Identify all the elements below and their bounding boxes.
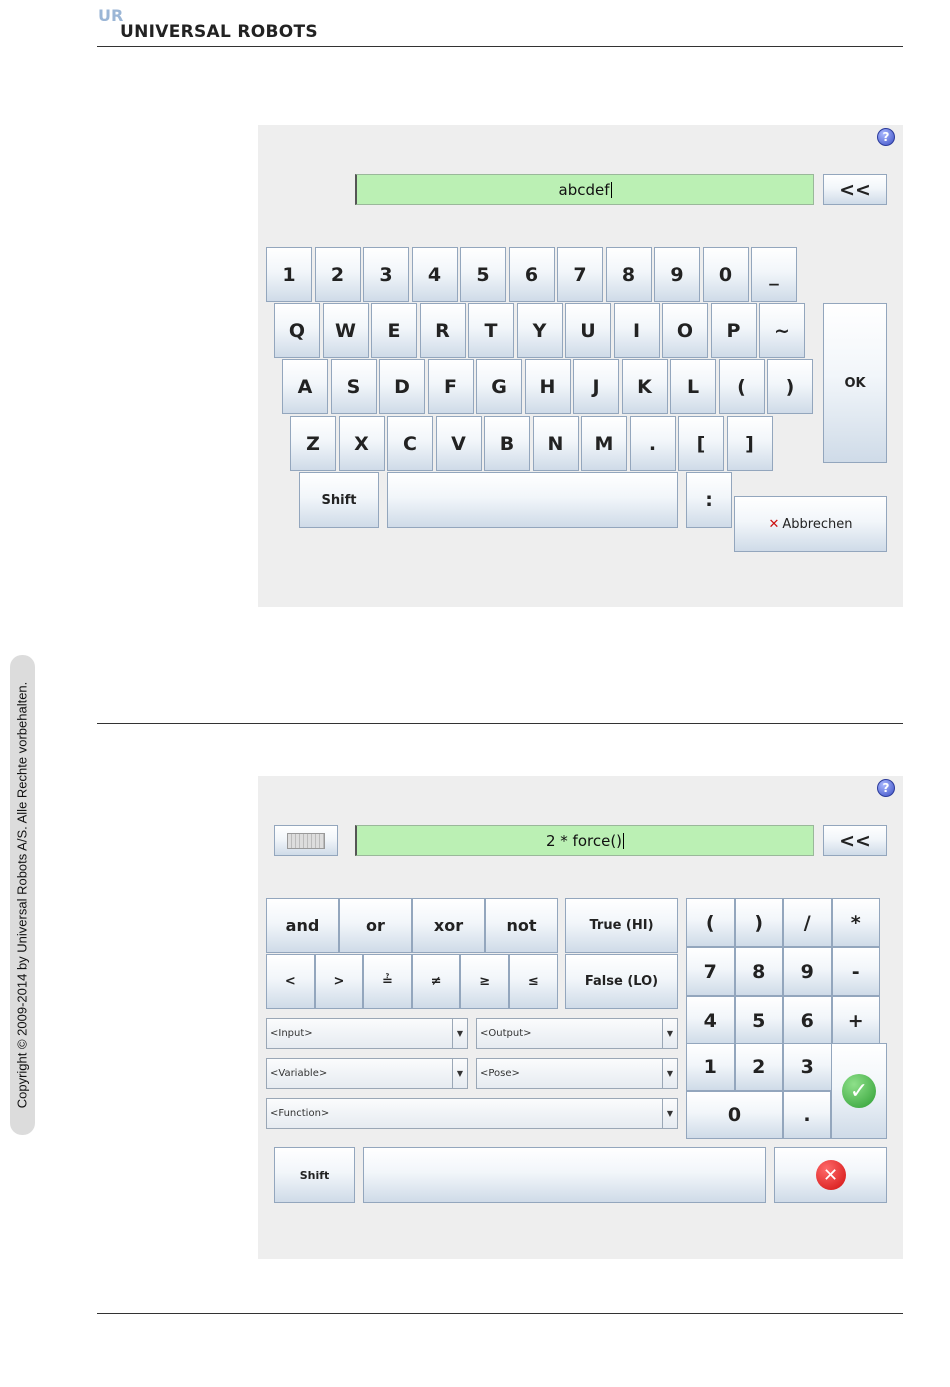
key-period[interactable]: . [630, 416, 676, 471]
space-bar[interactable] [363, 1147, 766, 1203]
numpad-period[interactable]: . [783, 1091, 831, 1139]
key-8[interactable]: 8 [606, 247, 652, 302]
chevron-down-icon: ▼ [662, 1019, 677, 1048]
cancel-label: Abbrechen [782, 516, 853, 532]
shift-button[interactable]: Shift [274, 1147, 355, 1203]
key-open-bracket[interactable]: [ [678, 416, 724, 471]
checkmark-icon: ✓ [842, 1074, 876, 1108]
copyright-tab [10, 655, 35, 1135]
key-4[interactable]: 4 [412, 247, 458, 302]
backspace-button[interactable]: << [823, 825, 887, 856]
dropdown-value: <Pose> [480, 1068, 520, 1079]
key-7[interactable]: 7 [557, 247, 603, 302]
footer-divider [97, 1313, 903, 1314]
keyboard-toggle-button[interactable] [274, 825, 338, 856]
numpad-3[interactable]: 3 [783, 1043, 832, 1091]
key-3[interactable]: 3 [363, 247, 409, 302]
space-bar[interactable] [387, 472, 678, 528]
numpad-7[interactable]: 7 [686, 947, 735, 996]
key-b[interactable]: B [484, 416, 530, 471]
op-and-button[interactable]: and [266, 898, 339, 953]
key-t[interactable]: T [468, 303, 514, 358]
key-x[interactable]: X [339, 416, 385, 471]
variable-dropdown[interactable] [266, 1058, 468, 1089]
op-less-than-button[interactable]: < [266, 954, 315, 1009]
help-question-icon[interactable]: ? [877, 779, 895, 797]
key-z[interactable]: Z [290, 416, 336, 471]
op-greater-than-button[interactable]: > [315, 954, 364, 1009]
input-value: 2 * force() [545, 831, 623, 850]
key-y[interactable]: Y [517, 303, 563, 358]
output-dropdown[interactable] [476, 1018, 678, 1049]
expression-editor-panel [258, 776, 903, 1259]
key-d[interactable]: D [379, 359, 425, 414]
key-h[interactable]: H [525, 359, 571, 414]
ok-button[interactable] [831, 1043, 887, 1139]
key-q[interactable]: Q [274, 303, 320, 358]
backspace-button[interactable]: << [823, 174, 887, 205]
key-underscore[interactable]: _ [751, 247, 797, 302]
key-r[interactable]: R [420, 303, 466, 358]
key-n[interactable]: N [533, 416, 579, 471]
op-not-button[interactable]: not [485, 898, 558, 953]
dropdown-value: <Function> [270, 1108, 330, 1119]
key-p[interactable]: P [711, 303, 757, 358]
key-l[interactable]: L [670, 359, 716, 414]
section-divider [97, 723, 903, 724]
numpad-asterisk[interactable]: * [832, 898, 881, 947]
pose-dropdown[interactable] [476, 1058, 678, 1089]
key-9[interactable]: 9 [654, 247, 700, 302]
key-j[interactable]: J [573, 359, 619, 414]
numpad-plus[interactable]: + [832, 996, 881, 1045]
header-divider [97, 46, 903, 47]
numpad-open-paren[interactable]: ( [686, 898, 735, 947]
numpad-9[interactable]: 9 [783, 947, 832, 996]
key-v[interactable]: V [436, 416, 482, 471]
numpad-8[interactable]: 8 [735, 947, 784, 996]
copyright-text: Copyright © 2009-2014 by Universal Robots A/S. Alle Rechte vorbehalten. [14, 681, 30, 1109]
numpad-5[interactable]: 5 [735, 996, 784, 1045]
key-open-paren[interactable]: ( [719, 359, 765, 414]
chevron-down-icon: ▼ [662, 1059, 677, 1088]
shift-button[interactable]: Shift [299, 472, 379, 528]
keyboard-icon [287, 833, 325, 849]
cancel-x-icon: ✕ [816, 1160, 846, 1190]
expression-input-field[interactable] [355, 825, 814, 856]
chevron-down-icon: ▼ [662, 1099, 677, 1128]
key-u[interactable]: U [565, 303, 611, 358]
op-or-button[interactable]: or [339, 898, 412, 953]
key-s[interactable]: S [331, 359, 377, 414]
key-f[interactable]: F [428, 359, 474, 414]
dropdown-value: <Input> [270, 1028, 313, 1039]
op-not-equal-button[interactable]: ≠ [412, 954, 461, 1009]
key-6[interactable]: 6 [509, 247, 555, 302]
dropdown-value: <Variable> [270, 1068, 328, 1079]
numpad-1[interactable]: 1 [686, 1043, 735, 1091]
key-2[interactable]: 2 [315, 247, 361, 302]
key-5[interactable]: 5 [460, 247, 506, 302]
ur-logo-icon: UR [98, 6, 124, 25]
key-w[interactable]: W [323, 303, 369, 358]
key-m[interactable]: M [581, 416, 627, 471]
op-xor-button[interactable]: xor [412, 898, 485, 953]
key-close-paren[interactable]: ) [767, 359, 813, 414]
chevron-down-icon: ▼ [452, 1019, 467, 1048]
function-dropdown[interactable] [266, 1098, 678, 1129]
cancel-x-icon: ✕ [768, 516, 780, 532]
key-k[interactable]: K [622, 359, 668, 414]
key-colon[interactable]: : [686, 472, 732, 528]
numpad-slash[interactable]: / [783, 898, 832, 947]
dropdown-value: <Output> [480, 1028, 532, 1039]
ok-button[interactable]: OK [823, 303, 887, 463]
key-c[interactable]: C [387, 416, 433, 471]
key-1[interactable]: 1 [266, 247, 312, 302]
true-hi-button[interactable]: True (HI) [565, 898, 678, 953]
key-0[interactable]: 0 [703, 247, 749, 302]
key-o[interactable]: O [662, 303, 708, 358]
chevron-down-icon: ▼ [452, 1059, 467, 1088]
text-input-field[interactable] [355, 174, 814, 205]
numpad-close-paren[interactable]: ) [735, 898, 784, 947]
key-g[interactable]: G [476, 359, 522, 414]
input-value: abcdef [558, 180, 610, 199]
key-i[interactable]: I [614, 303, 660, 358]
brand-name: UNIVERSAL ROBOTS [120, 22, 318, 42]
key-e[interactable]: E [371, 303, 417, 358]
key-a[interactable]: A [282, 359, 328, 414]
numpad-zero[interactable]: 0 [686, 1091, 783, 1139]
false-lo-button[interactable]: False (LO) [565, 954, 678, 1009]
op-equal-query-button[interactable]: ≟ [363, 954, 412, 1009]
text-keyboard-panel [258, 125, 903, 607]
numpad-4[interactable]: 4 [686, 996, 735, 1045]
numpad-minus[interactable]: - [832, 947, 881, 996]
key-tilde[interactable]: ~ [759, 303, 805, 358]
numpad-6[interactable]: 6 [783, 996, 832, 1045]
input-dropdown[interactable] [266, 1018, 468, 1049]
help-question-icon[interactable]: ? [877, 128, 895, 146]
cancel-button[interactable] [734, 496, 887, 552]
key-close-bracket[interactable]: ] [727, 416, 773, 471]
cancel-button[interactable] [774, 1147, 887, 1203]
op-greater-equal-button[interactable]: ≥ [460, 954, 509, 1009]
numpad-2[interactable]: 2 [735, 1043, 784, 1091]
op-less-equal-button[interactable]: ≤ [509, 954, 558, 1009]
